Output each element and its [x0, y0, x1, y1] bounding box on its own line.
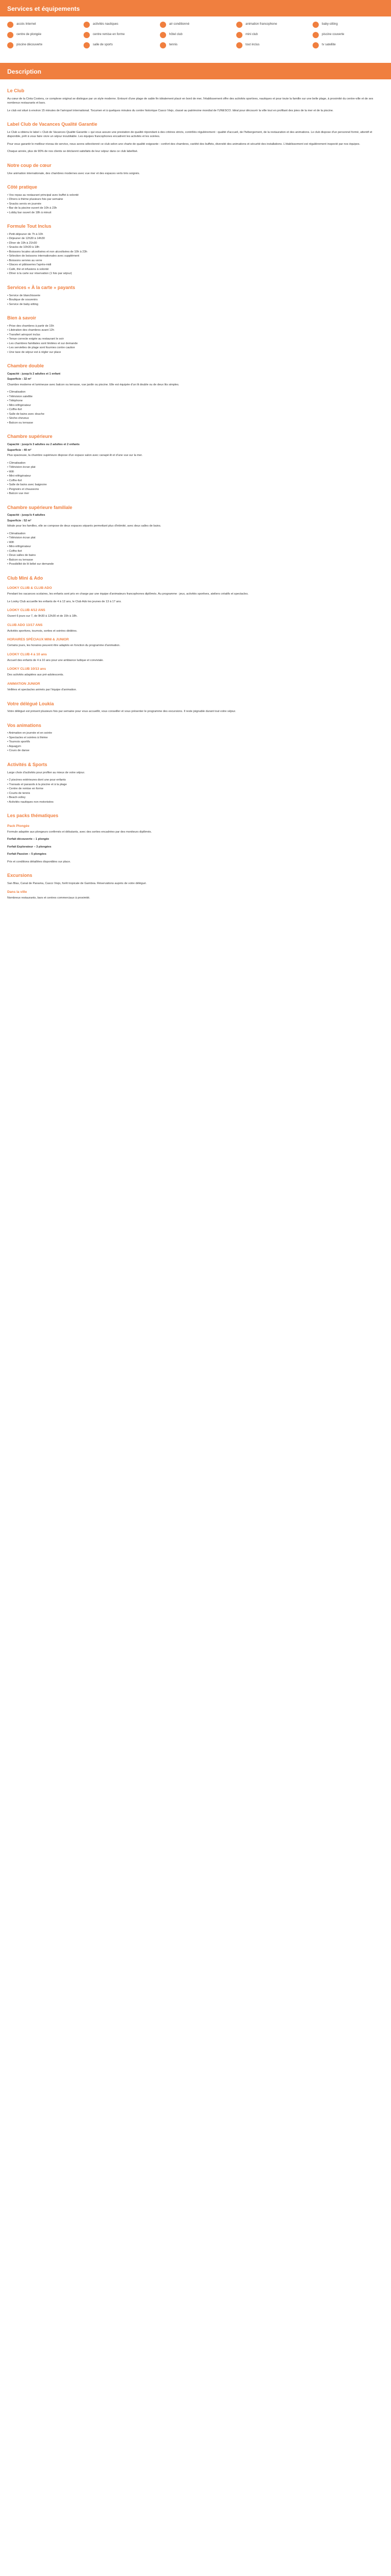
service-item [236, 42, 307, 48]
list-item: • Service de blanchisserie [7, 294, 41, 297]
list-item: • Sélection de boissons internationales avec supplément [7, 255, 79, 258]
hotel-icon [160, 32, 166, 38]
room-capacity: Capacité : jusqu'à 4 adultes [7, 514, 45, 517]
room-capacity: Capacité : jusqu'à 3 adultes ou 2 adultes et 2 enfants [7, 443, 80, 447]
fitness-icon [84, 32, 90, 38]
boat-icon [84, 22, 90, 28]
clubs-paragraph: Le Looky Club accueille les enfants de 4 à 12 ans, le Club Ado les jeunes de 13 à 17 ans. [7, 600, 122, 603]
chambre-fam-title: Chambre supérieure familiale [7, 504, 73, 510]
pack-item: Forfait découverte – 1 plongée [7, 838, 50, 841]
baby-icon [313, 22, 319, 28]
pack-item: Forfait Passion – 5 plongées [7, 853, 46, 856]
list-item: • Mini-réfrigérateur [7, 545, 31, 549]
list-item: • Dîners à thème plusieurs fois par semaine [7, 198, 63, 201]
room-paragraph: Chambre moderne et lumineuse avec balcon ou terrasse, vue jardin ou piscine. Elle est équipée d'un lit double ou de deux lits simples. [7, 383, 180, 386]
list-item: • Mini-réfrigérateur [7, 403, 31, 407]
gastro-title: Côté pratique [7, 184, 38, 190]
list-item: • Les serviettes de plage sont fournies contre caution [7, 346, 75, 350]
room-amenities-list [7, 390, 384, 425]
service-item [236, 22, 307, 28]
excursions-subtitle: Dans la ville [7, 890, 27, 894]
service-item [160, 22, 231, 28]
room-amenities-list [7, 461, 384, 496]
kids-icon [236, 32, 242, 38]
clubs-paragraph: Veillées et spectacles animés par l'équipe d'animation. [7, 688, 77, 691]
animation-icon [236, 22, 242, 28]
list-item: • Centre de remise en forme [7, 787, 44, 791]
excursions-paragraph: San Blas, Canal de Panama, Casco Viejo, forêt tropicale de Gamboa. Réservations auprès de votre délégué. [7, 882, 147, 885]
list-item: • Courts de tennis [7, 791, 30, 795]
diving-icon [7, 32, 13, 38]
delegate-title: Votre délégué Loukia [7, 701, 54, 706]
service-label: tout inclus [246, 43, 260, 47]
service-item [160, 32, 231, 38]
service-label: baby-sitting [322, 23, 338, 26]
list-item: • Coffre-fort [7, 549, 22, 553]
room-surface: Superficie : 40 m² [7, 448, 31, 452]
clubs-paragraph: Ouvert 6 jours sur 7, de 9h30 à 12h30 et de 15h à 18h. [7, 615, 78, 618]
pool-icon [7, 42, 13, 48]
packs-paragraph: Prix et conditions détaillées disponibles sur place. [7, 860, 71, 863]
pack-item: Forfait Explorateur – 3 plongées [7, 845, 52, 849]
clubs-paragraph: Certains jours, les horaires peuvent être adaptés en fonction du programme d'animation. [7, 644, 121, 648]
list-item: • Dîner de 19h à 21h30 [7, 241, 37, 245]
service-label: tv satellite [322, 43, 336, 47]
list-item: • Aquagym [7, 744, 21, 748]
page [0, 0, 391, 901]
list-item: • Transfert aéroport inclus [7, 333, 40, 336]
list-item: • Mini-réfrigérateur [7, 474, 31, 478]
clubs-paragraph: Des activités adaptées aux pré-adolescents. [7, 673, 64, 677]
list-item: • Transats et parasols à la piscine et à la plage [7, 783, 67, 786]
club-title: Le Club [7, 88, 24, 93]
list-item: • Balcon ou terrasse [7, 421, 34, 425]
list-item: • Télévision satellite [7, 395, 33, 398]
clubs-paragraph: Activités sportives, tournois, sorties et soirées dédiées. [7, 629, 77, 633]
clubs-subtitle: HORAIRES SPÉCIAUX MINI & JUNIOR [7, 638, 69, 642]
list-item: • Télévision écran plat [7, 536, 36, 540]
sports-title: Activités & Sports [7, 761, 47, 767]
service-label: mini club [246, 33, 258, 37]
packs-paragraph: Formule adaptée aux plongeurs confirmés et débutants, avec des sorties encadrées par des moniteurs diplômés. [7, 830, 152, 834]
note-paragraph: Une animation internationale, des chambres modernes avec vue mer et des espaces verts très soignés. [7, 172, 140, 175]
list-item: • Beach-volley [7, 796, 26, 800]
animations-title: Vos animations [7, 722, 41, 728]
services-grid [0, 16, 391, 52]
list-item: • Les chambres familiales sont limitées et sur demande [7, 342, 78, 345]
service-item [313, 22, 384, 28]
list-item: • Une taxe de séjour est à régler sur place [7, 350, 61, 354]
list-item: • Snacks servis en journée [7, 202, 42, 206]
sports-list [7, 778, 384, 804]
list-item: • Boutique de souvenirs [7, 298, 38, 302]
list-item: • Balcon vue mer [7, 492, 29, 496]
clubs-paragraph: Accueil des enfants de 4 à 10 ans pour une ambiance ludique et conviviale. [7, 658, 104, 662]
list-item: • Climatisation [7, 391, 26, 394]
packs-title: Les packs thématiques [7, 813, 59, 819]
list-item: • Télévision écran plat [7, 466, 36, 469]
service-label: tennis [169, 43, 178, 47]
list-item: • Déjeuner de 12h30 à 14h30 [7, 237, 45, 241]
clubs-subtitle: LOOKY CLUB & CLUB ADO [7, 586, 52, 590]
label-paragraph: Le Club a obtenu le label « Club de Vacances Qualité Garantie » qui vous assure une prestation de qualité répondant à des critères stricts, contrôlés régulièrement : qualité d'accueil, de l'hébergement, de la restauration et des animations. Le club dispose d'un personnel formé, attentif et disponible, prêt à vous faire vivre un séjour inoubliable. Les équipes francophones encadrent les activités et les soirées. [7, 130, 372, 139]
clubs-subtitle: CLUB ADO 13/17 ANS [7, 623, 43, 627]
air-conditioning-icon [160, 22, 166, 28]
description-section-title: Description [0, 63, 391, 79]
service-label: hôtel club [169, 33, 183, 37]
wifi-icon [7, 22, 13, 28]
clubs-subtitle: LOOKY CLUB 4/12 ANS [7, 608, 45, 613]
gastro-list [7, 193, 384, 215]
list-item: • 2 piscines extérieures dont une pour enfants [7, 778, 66, 782]
list-item: • Climatisation [7, 532, 26, 535]
list-item: • Wifi [7, 470, 14, 473]
note-title: Notre coup de cœur [7, 162, 52, 168]
club-paragraph: Au cœur de la Cinta Costera, ce complexe original se distingue par un style moderne. Entouré d'une plage de sable fin idéalement placé en bord de mer, l'établissement offre des activités sportives, nautiques et pour toute la famille sur une belle plage, à proximité du centre-ville et de ses nombreux restaurants et bars. [7, 97, 373, 105]
club-paragraph: Le club est situé à environ 15 minutes de l'aéroport international. Tocumen et à quelques minutes du centre historique Casco Viejo, classé au patrimoine mondial de l'UNESCO. Idéal pour découvrir la ville tout en profitant des joies de la mer et de la piscine. [7, 109, 334, 112]
tv-icon [313, 42, 319, 48]
formule-list [7, 232, 384, 276]
room-surface: Superficie : 52 m² [7, 519, 31, 522]
list-item: • Service de baby-sitting [7, 302, 39, 306]
label-paragraph: Chaque année, plus de 90% de nos clients se déclarent satisfaits de leur séjour dans ce club labellisé. [7, 150, 138, 154]
animations-list [7, 731, 384, 753]
list-item: • Lobby bar ouvert de 18h à minuit [7, 211, 52, 214]
list-item: • Animation en journée et en soirée [7, 732, 52, 735]
list-item: • Possibilité de lit bébé sur demande [7, 563, 54, 566]
chambre-double-title: Chambre double [7, 363, 44, 369]
room-amenities-list [7, 532, 384, 567]
services-section-title: Services et équipements [0, 0, 391, 16]
service-item [236, 32, 307, 38]
room-paragraph: Idéale pour les familles, elle se compose de deux espaces séparés permettant plus d'intimité, avec deux salles de bains. [7, 524, 161, 528]
all-inclusive-icon [236, 42, 242, 48]
list-item: • Tournois sportifs [7, 740, 30, 744]
service-item [84, 42, 155, 48]
list-item: • Balcon ou terrasse [7, 558, 34, 562]
list-item: • Dîner à la carte sur réservation (1 fois par séjour) [7, 272, 72, 276]
clubs-paragraph: Pendant les vacances scolaires, les enfants sont pris en charge par une équipe d'animateurs francophones diplômés. Au programme : jeux, activités sportives, ateliers créatifs et spectacles. [7, 592, 249, 596]
service-item [160, 42, 231, 48]
list-item: • Boissons locales alcoolisées et non alcoolisées de 10h à 23h [7, 250, 87, 253]
label-paragraph: Pour vous garantir le meilleur niveau de service, nous avons sélectionné ce club selon une charte de qualité exigeante : confort des chambres, variété des buffets, diversité des animations et sécurité des installations. L'établissement est régulièrement inspecté par nos équipes. [7, 142, 361, 146]
list-item: • Coffre-fort [7, 408, 22, 412]
packs-subtitle: Pack Plongée [7, 824, 29, 828]
service-label: animation francophone [246, 23, 278, 26]
service-label: centre remise en forme [93, 33, 125, 37]
list-item: • Activités nautiques non motorisées [7, 800, 54, 804]
service-item [84, 32, 155, 38]
service-item [7, 42, 78, 48]
list-item: • Boissons servies au verre [7, 259, 42, 262]
service-item [313, 32, 384, 38]
service-item [313, 42, 384, 48]
list-item: • Deux salles de bains [7, 554, 36, 557]
service-item [7, 22, 78, 28]
service-label: accès Internet [17, 23, 36, 26]
list-item: • Salle de bains avec douche [7, 412, 44, 416]
list-item: • Salle de bains avec baignoire [7, 483, 47, 487]
clubs-subtitle: LOOKY CLUB 10/13 ans [7, 667, 46, 671]
list-item: • Spectacles et soirées à thème [7, 736, 48, 739]
service-item [7, 32, 78, 38]
service-label: centre de plongée [17, 33, 42, 37]
room-capacity: Capacité : jusqu'à 2 adultes et 1 enfant [7, 372, 60, 376]
description-content [0, 88, 391, 901]
label-title: Label Club de Vacances Qualité Garantie [7, 122, 97, 127]
list-item: • Petit-déjeuner de 7h à 10h [7, 232, 43, 236]
list-item: • Libération des chambres avant 12h [7, 329, 54, 332]
chambre-sup-title: Chambre supérieure [7, 434, 53, 439]
list-item: • Wifi [7, 540, 14, 544]
list-item: • Tenue correcte exigée au restaurant le soir [7, 337, 64, 341]
list-item: • Café, thé et infusions à volonté [7, 267, 49, 271]
excursions-paragraph: Nombreux restaurants, bars et centres commerciaux à proximité. [7, 896, 90, 900]
excursions-title: Excursions [7, 873, 32, 878]
service-label: activités nautiques [93, 23, 119, 26]
service-item [84, 22, 155, 28]
list-item: • Cours de danse [7, 749, 30, 753]
list-item: • Coffre-fort [7, 479, 22, 482]
service-label: air conditionné [169, 23, 190, 26]
clubs-subtitle: LOOKY CLUB 4 à 10 ans [7, 652, 47, 656]
gym-icon [84, 42, 90, 48]
clubs-subtitle: ANIMATION JUNIOR [7, 682, 40, 686]
formule-title: Formule Tout Inclus [7, 224, 52, 229]
list-item: • Bar de la piscine ouvert de 10h à 23h [7, 207, 57, 210]
clubs-title: Club Mini & Ado [7, 575, 43, 581]
services-plus-list [7, 294, 384, 307]
list-item: • Vos repas au restaurant principal avec buffet à volonté [7, 193, 79, 197]
list-item: • Glaces et pâtisseries l'après-midi [7, 263, 52, 267]
service-label: piscine découverte [17, 43, 43, 47]
services-plus-title: Services « À la carte » payants [7, 284, 75, 290]
list-item: • Peignoirs et chaussons [7, 487, 39, 491]
service-label: salle de sports [93, 43, 113, 47]
room-paragraph: Plus spacieuse, la chambre supérieure dispose d'un espace salon avec canapé-lit et d'une vue sur la mer. [7, 454, 143, 457]
delegate-paragraph: Votre délégué est présent plusieurs fois par semaine pour vous accueillir, vous conseiller et vous présenter le programme des excursions. Il reste joignable durant tout votre séjour. [7, 710, 236, 714]
list-item: • Téléphone [7, 399, 23, 403]
bienvenue-list [7, 324, 384, 355]
room-surface: Superficie : 32 m² [7, 378, 31, 381]
list-item: • Snacks de 10h30 à 18h [7, 246, 40, 249]
list-item: • Sèche-cheveux [7, 417, 29, 420]
service-label: piscine couverte [322, 33, 345, 37]
indoor-pool-icon [313, 32, 319, 38]
list-item: • Climatisation [7, 461, 26, 465]
list-item: • Prise des chambres à partir de 15h [7, 324, 54, 328]
sports-paragraph: Large choix d'activités pour profiter au mieux de votre séjour. [7, 771, 85, 774]
bienvenue-title: Bien à savoir [7, 315, 37, 321]
tennis-icon [160, 42, 166, 48]
